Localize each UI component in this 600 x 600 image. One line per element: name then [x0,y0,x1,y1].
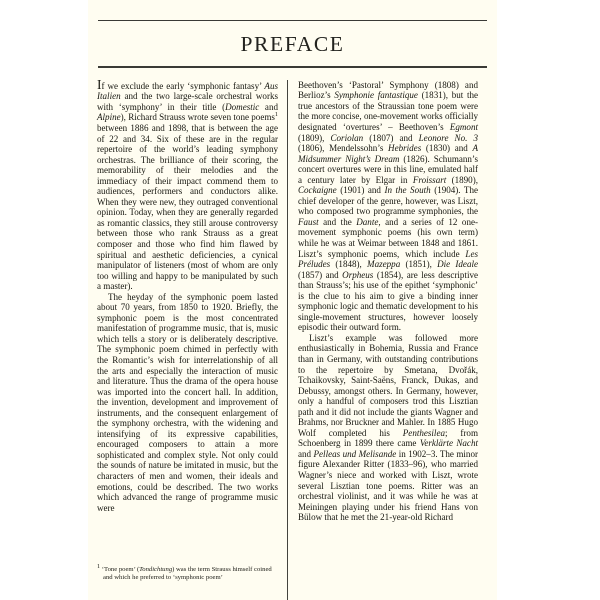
italic-title: Alpine [97,112,121,123]
italic-title: Pelleas und Melisande [313,448,397,459]
italic-title: Hebrides [388,143,422,154]
body-paragraph: Liszt’s example was followed more enthusiastically in Bohemia, Russia and France than in Germany, with outstanding contributions to the repertoire by Smetana, Dvořák, Tchaikovsky, Saint-Saëns, Franck, Dukas, and Debussy, amongst others. In Germany, however, only a handful of composers trod this Lisztian path and it did not include the giants Wagner and Brahms, nor Bruckner and Mahler. In 1885 Hugo Wolf completed his Penthesilea; from Schoenberg in 1899 there came Verklärte Nacht and Pelleas und Melisande in 1902–3. The minor figure Alexander Ritter (1833–96), who married Wagner’s niece and worked with Liszt, wrote several Lisztian tone poems. Ritter was an orchestral violinist, and it was while he was at Meiningen playing under his friend Hans von Bülow that he met the 21-year-old Richard [298,332,478,523]
italic-title: Mazeppa [367,259,401,270]
footnote-number: 1 [97,562,101,570]
italic-title: Symphonie fantastique [334,90,418,101]
italic-title: Verklärte Nacht [419,438,478,449]
footnote-marker: 1 [274,111,278,119]
italic-title: Tondichtung [139,565,173,573]
two-column-body [88,76,497,600]
italic-title: Orpheus [342,269,374,280]
rule-below-title [98,66,487,67]
body-paragraph: Beethoven’s ‘Pastoral’ Symphony (1808) and Berlioz’s Symphonie fantastique (1831), but the true ancestors of the Straussian tone poem were the more concise, one-movement works officially designated ‘overtures’ – Beethoven’s Egmont (1809), Coriolan (1807) and Leonore No. 3 (1806), Mendelssohn’s Hebrides (1830) and A Midsummer Night’s Dream (1826). Schumann’s concert overtures were in this line, emulated half a century later by Elgar in Froissart (1890), Cockaigne (1901) and In the South (1904). The chief developer of the genre, however, was Liszt, who composed two programme symphonies, the Faust and the Dante, and a series of 12 one-movement symphonic poems (his own term) while he was at Weimar between 1848 and 1861. Liszt’s symphonic poems, which include Les Préludes (1848), Mazeppa (1851), Die Ideale (1857) and Orpheus (1854), are less descriptive than Strauss’s; his use of the epithet ‘symphonic’ is the clue to his aim to give a binding inner symphonic logic and thematic development to his single-movement structures, however loosely episodic their outward form. [298,79,479,333]
left-column-paragraphs [97,76,278,513]
italic-title: Les Préludes [298,248,478,270]
italic-title: Leonore No. 3 [418,132,478,143]
body-paragraph: The heyday of the symphonic poem lasted about 70 years, from 1850 to 1920. Briefly, the symphonic poem is the most concentrated manifestation of programme music, that is, music which tells a story or is deliberately descriptive. The symphonic poem chimed in perfectly with the Romantic’s wish for interrelationship of all the arts and especially the interaction of music and literature. Thus the drama of the opera house was imported into the concert hall. In addition, the invention, development and improvement of instruments, and the consequent enlargement of the symphony orchestra, with the widening and intensifying of its expressive capabilities, encouraged composers to attain a more sophisticated and complex style. Not only could the sounds of nature be imitated in music, but the characters of men and women, their ideals and emotions, could be described. The two works which advanced the range of programme music were [97,291,278,513]
body-paragraph: If we exclude the early ‘symphonic fantasy’ Aus Italien and the two large-scale orchestral works with ‘symphony’ in their title (Domestic and Alpine), Richard Strauss wrote seven tone poems$^1$ between 1886 and 1898, that is between the age of 22 and 34. Six of these are in the regular repertoire of the world’s leading symphony orchestras. The brilliance of their scoring, the memorability of their melodies and the immediacy of their impact commend them to audiences, performers and conductors alike. When they were new, they outraged conventional opinion. Today, when they are generally regarded as romantic classics, they still arouse controversy between those who rank Strauss as a great composer and those who find him flawed by spiritual and aesthetic deficiencies, a cynical manipulator of listeners (most of whom are only too willing and happy to be manipulated by such a master). [97,76,278,292]
italic-title: Die Ideale [437,259,479,270]
italic-title: Egmont [449,121,478,132]
italic-title: Aus Italien [97,80,278,102]
left-column [97,76,287,600]
initial-capital: I [97,76,102,92]
italic-title: Cockaigne [298,185,337,196]
heading-block [88,20,497,68]
footnote-text: 1 ‘Tone poem’ (Tondichtung) was the term Strauss himself coined and which he preferred to ‘symphonic poem’ [97,562,272,581]
book-page [88,0,497,600]
italic-title: Dante [356,216,379,227]
italic-title: Coriolan [330,132,364,143]
italic-title: Faust [298,216,319,227]
right-column-paragraphs [298,80,478,523]
footnote-region [97,561,278,600]
right-column [288,80,478,600]
italic-title: In the South [384,185,431,196]
italic-title: Froissart [412,174,447,185]
italic-title: Penthesilea [402,427,445,438]
footnote-bottom-spacer [97,582,278,600]
italic-title: Domestic [225,101,260,112]
italic-title: A Midsummer Night’s Dream [298,143,479,164]
page-title: PREFACE [240,32,345,57]
